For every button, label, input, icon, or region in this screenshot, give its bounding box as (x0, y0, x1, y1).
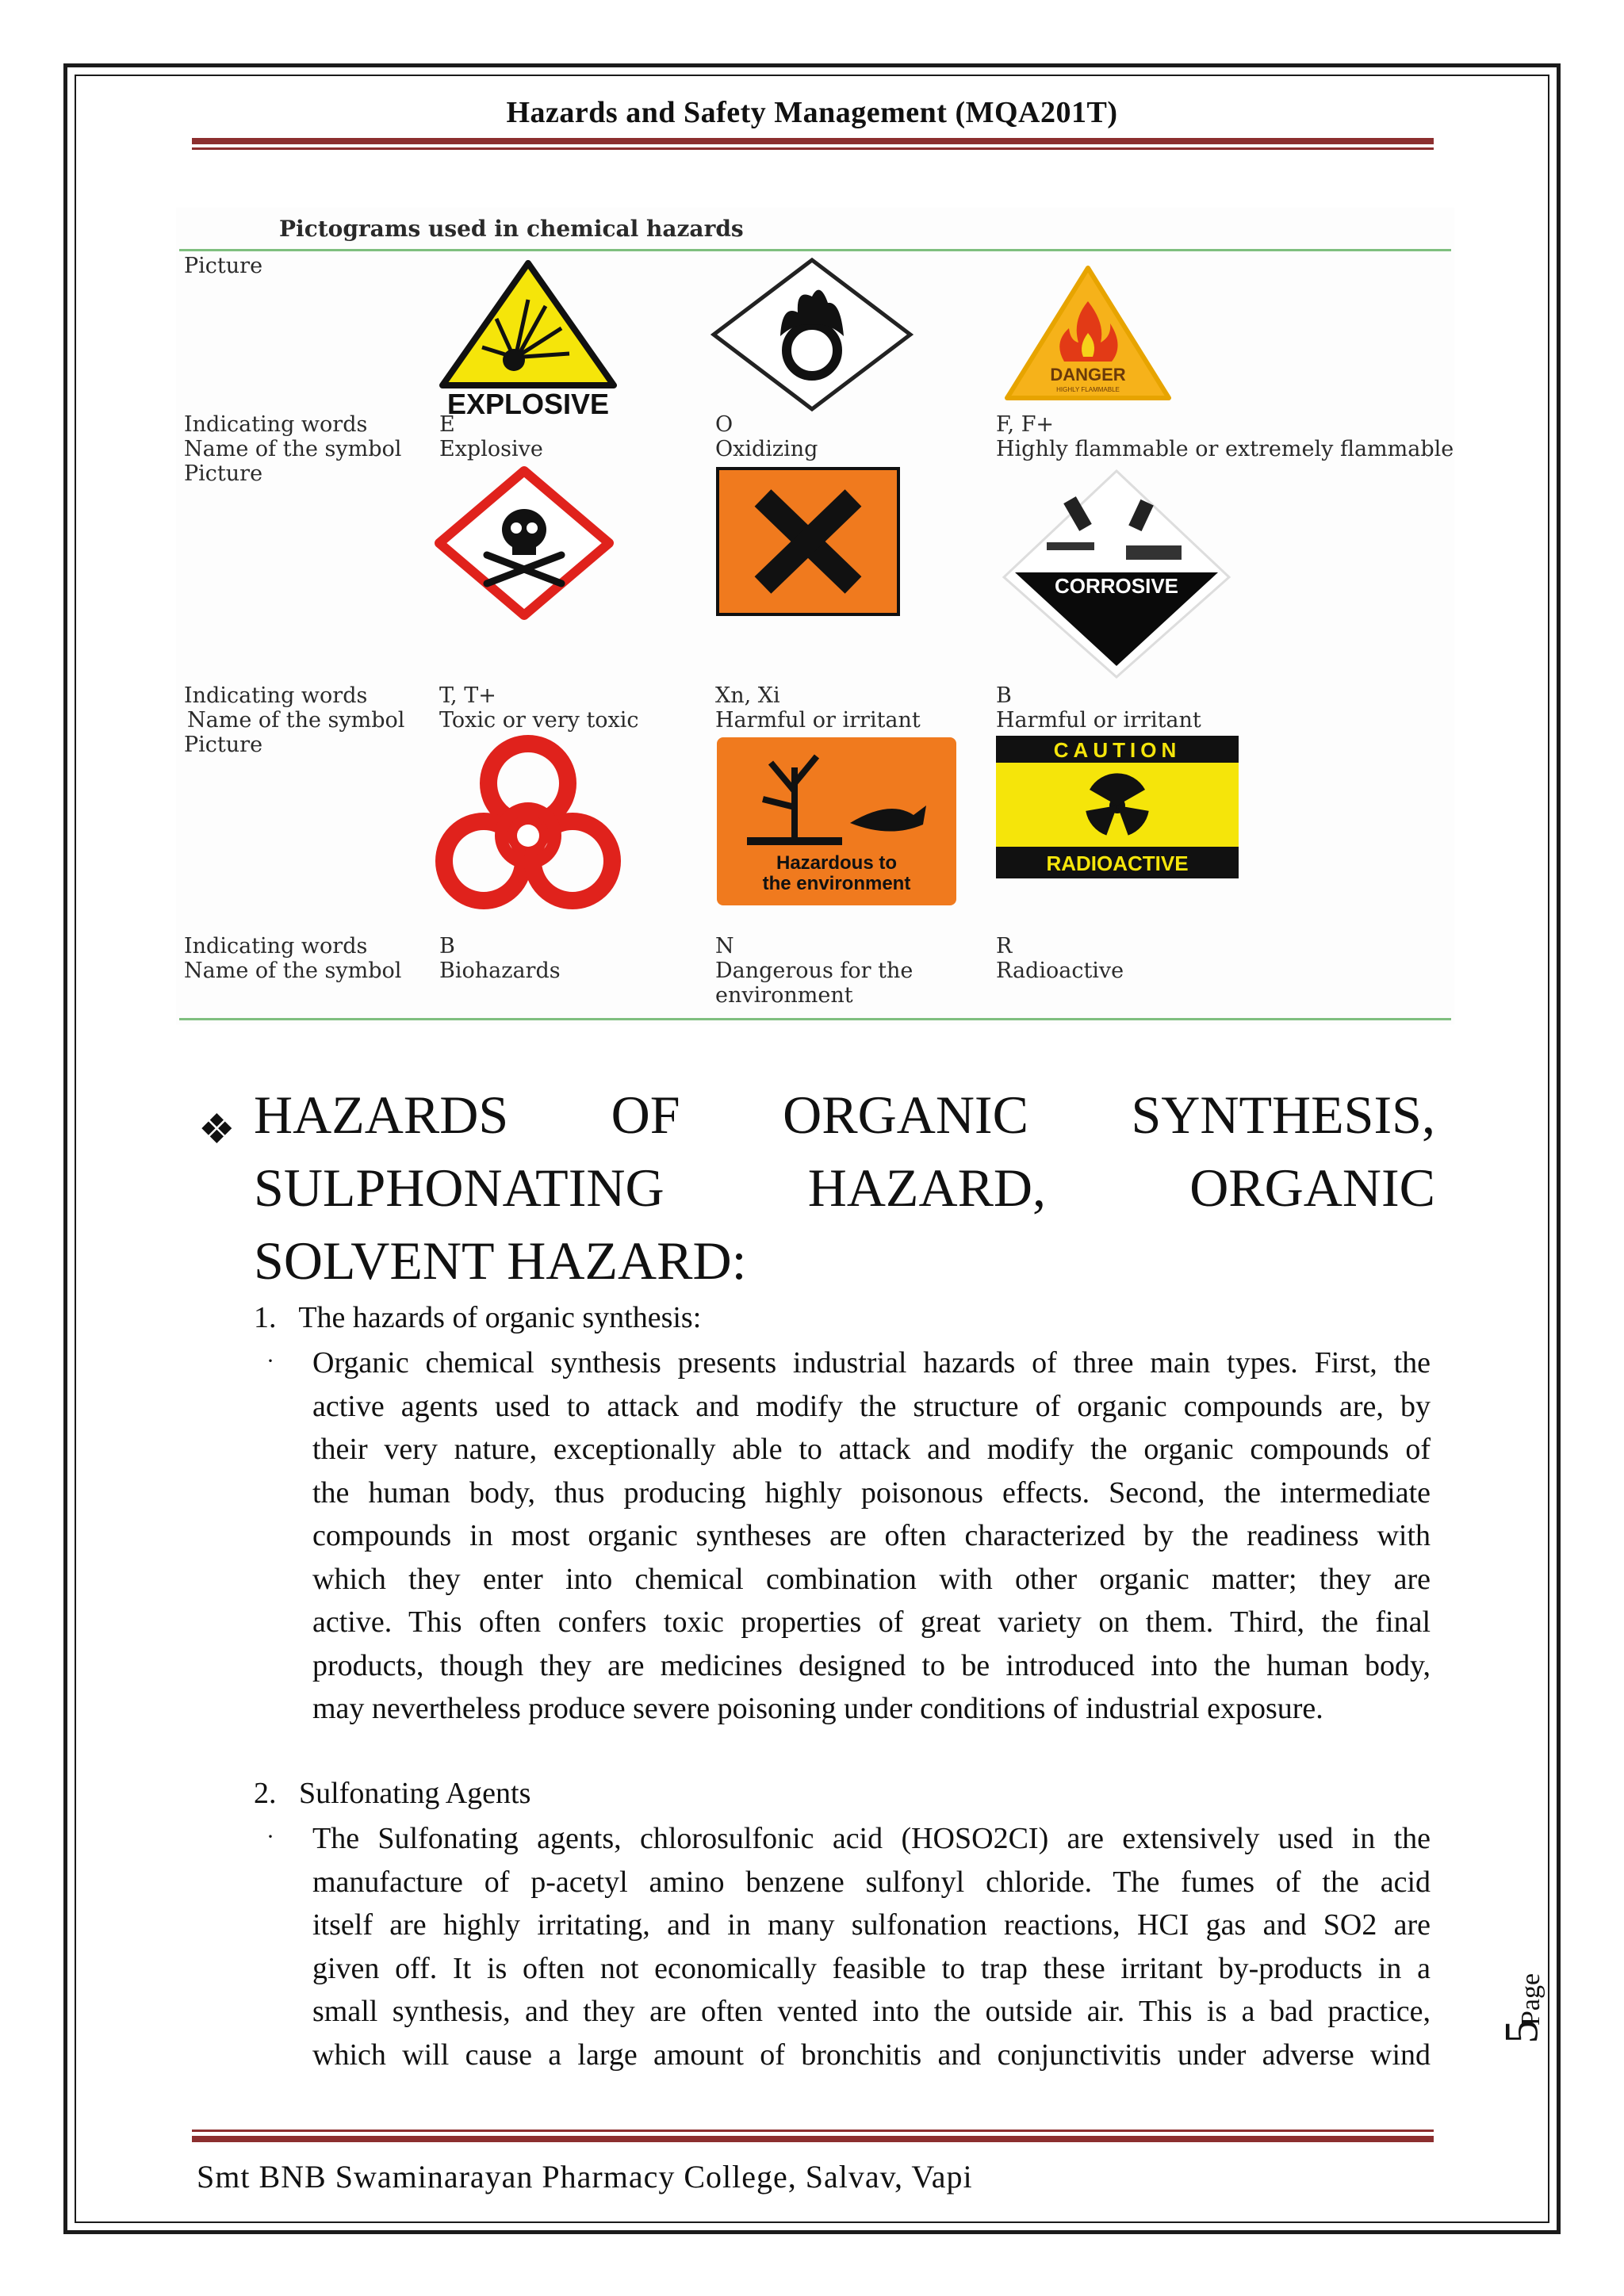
row-label-indicating-words: Indicating words (184, 683, 368, 708)
irritant-x-icon (715, 466, 901, 617)
heading-line (198, 1078, 1435, 1151)
row-label-name-of-symbol: Name of the symbol (184, 437, 402, 461)
page-number: 5 (1495, 2019, 1548, 2044)
heading-word: HAZARD, (807, 1158, 1047, 1218)
row-label-indicating-words: Indicating words (184, 934, 368, 959)
header-rule-thin (192, 147, 1434, 150)
symbol-code: F, F+ (996, 412, 1055, 437)
text-line: manufacture of p-acetyl amino benzene sulfonyl chloride. The fumes of the acid (312, 1865, 1431, 1899)
row-label-indicating-words: Indicating words (184, 412, 368, 437)
pictogram-table (176, 208, 1454, 1024)
heading-word: SOLVENT HAZARD: (254, 1230, 747, 1291)
item-number: 1. (254, 1301, 277, 1334)
symbol-name: environment (715, 983, 853, 1008)
heading-word: OF (611, 1085, 680, 1145)
bullet-icon: · (266, 1823, 274, 1850)
text-line: the human body, thus producing highly poisonous effects. Second, the intermediate (312, 1475, 1431, 1510)
svg-text:EXPLOSIVE: EXPLOSIVE (446, 388, 610, 417)
svg-text:CORROSIVE: CORROSIVE (1054, 574, 1179, 598)
text-line: active. This often confers toxic properties of great variety on them. Third, the final (312, 1605, 1431, 1639)
text-line: their very nature, exceptionally able to attack and modify the organic compounds of (312, 1433, 1431, 1466)
row-label-picture: Picture (184, 733, 263, 757)
symbol-name: Biohazards (439, 959, 561, 983)
page-header-title: Hazards and Safety Management (MQA201T) (506, 96, 1118, 129)
symbol-name: Dangerous for the (715, 959, 914, 983)
svg-text:the environment: the environment (762, 873, 911, 894)
symbol-name: Harmful or irritant (715, 708, 921, 733)
footer-text: Smt BNB Swaminarayan Pharmacy College, Salvav, Vapi (197, 2159, 973, 2195)
row-label-picture: Picture (184, 461, 263, 486)
heading-word: HAZARDS (254, 1085, 509, 1145)
heading-word: SYNTHESIS, (1131, 1085, 1435, 1145)
table-top-rule (179, 249, 1451, 251)
svg-text:CAUTION: CAUTION (1053, 738, 1182, 762)
page-label: Page (1516, 1973, 1545, 2026)
svg-text:DANGER: DANGER (1050, 365, 1126, 385)
diamond-bullet-icon: ❖ (198, 1108, 236, 1153)
pictogram-table-title: Pictograms used in chemical hazards (279, 216, 744, 242)
item-title: The hazards of organic synthesis: (298, 1301, 702, 1334)
radioactive-icon (996, 736, 1239, 878)
symbol-code: O (715, 412, 733, 437)
bullet-icon: · (266, 1348, 274, 1374)
svg-text:HIGHLY FLAMMABLE: HIGHLY FLAMMABLE (1056, 386, 1120, 393)
svg-text:Hazardous to: Hazardous to (776, 852, 898, 874)
row-label-picture: Picture (184, 254, 263, 278)
symbol-name: Toxic or very toxic (439, 708, 639, 733)
symbol-code: B (439, 934, 455, 959)
flammable-icon (1001, 263, 1175, 406)
list-item-heading (254, 1776, 530, 1811)
text-line: itself are highly irritating, and in many sulfonation reactions, HCI gas and SO2 are (312, 1908, 1431, 1942)
explosive-icon (435, 258, 622, 417)
text-line: Organic chemical synthesis presents industrial hazards of three main types. First, the (312, 1346, 1431, 1380)
biohazard-icon (435, 734, 622, 926)
section-heading (198, 1078, 1435, 1297)
text-line: active agents used to attack and modify the structure of organic compounds are, by (312, 1389, 1431, 1423)
text-line: may nevertheless produce severe poisoning under conditions of industrial exposure. (312, 1692, 1323, 1725)
symbol-name: Explosive (439, 437, 543, 461)
text-line: given off. It is often not economically feasible to trap these irritant by-products in a (312, 1951, 1431, 1985)
symbol-code: B (996, 683, 1012, 708)
oxidizing-icon (709, 257, 915, 412)
symbol-code: E (439, 412, 455, 437)
skull-crossbones-icon (435, 466, 614, 620)
symbol-code: T, T+ (439, 683, 496, 708)
symbol-name: Radioactive (996, 959, 1124, 983)
header-rule (192, 138, 1434, 144)
row-label-name-of-symbol: Name of the symbol (184, 959, 402, 983)
heading-word: ORGANIC (783, 1085, 1028, 1145)
text-line: which they enter into chemical combination with other organic matter; they are (312, 1562, 1431, 1596)
heading-word: ORGANIC (1189, 1158, 1435, 1218)
heading-line (198, 1224, 1435, 1297)
symbol-name: Harmful or irritant (996, 708, 1201, 733)
footer-rule (192, 2136, 1434, 2142)
heading-word: SULPHONATING (254, 1158, 665, 1218)
table-bottom-rule (179, 1018, 1451, 1020)
svg-text:RADIOACTIVE: RADIOACTIVE (1046, 851, 1189, 875)
text-line: compounds in most organic syntheses are often characterized by the readiness with (312, 1519, 1431, 1552)
text-line: small synthesis, and they are often vented into the outside air. This is a bad practice, (312, 1995, 1431, 2028)
item-number: 2. (254, 1777, 277, 1810)
symbol-code: N (715, 934, 734, 959)
text-line: products, though they are medicines designed to be introduced into the human body, (312, 1648, 1431, 1682)
symbol-code: R (996, 934, 1013, 959)
item-title: Sulfonating Agents (299, 1777, 531, 1810)
text-line: The Sulfonating agents, chlorosulfonic acid (HOSO2CI) are extensively used in the (312, 1822, 1431, 1855)
heading-line (198, 1151, 1435, 1224)
row-label-name-of-symbol: Name of the symbol (187, 708, 405, 733)
footer-rule-thin (192, 2130, 1434, 2132)
symbol-name: Highly flammable or extremely flammable (996, 437, 1454, 461)
corrosive-icon (999, 466, 1234, 682)
text-line: which will cause a large amount of bronchitis and conjunctivitis under adverse wind (312, 2038, 1431, 2072)
paragraph (312, 1341, 1431, 1731)
paragraph (312, 1817, 1431, 2076)
list-item-heading (254, 1300, 701, 1335)
symbol-name: Oxidizing (715, 437, 818, 461)
environment-icon (715, 736, 958, 907)
symbol-code: Xn, Xi (715, 683, 780, 708)
